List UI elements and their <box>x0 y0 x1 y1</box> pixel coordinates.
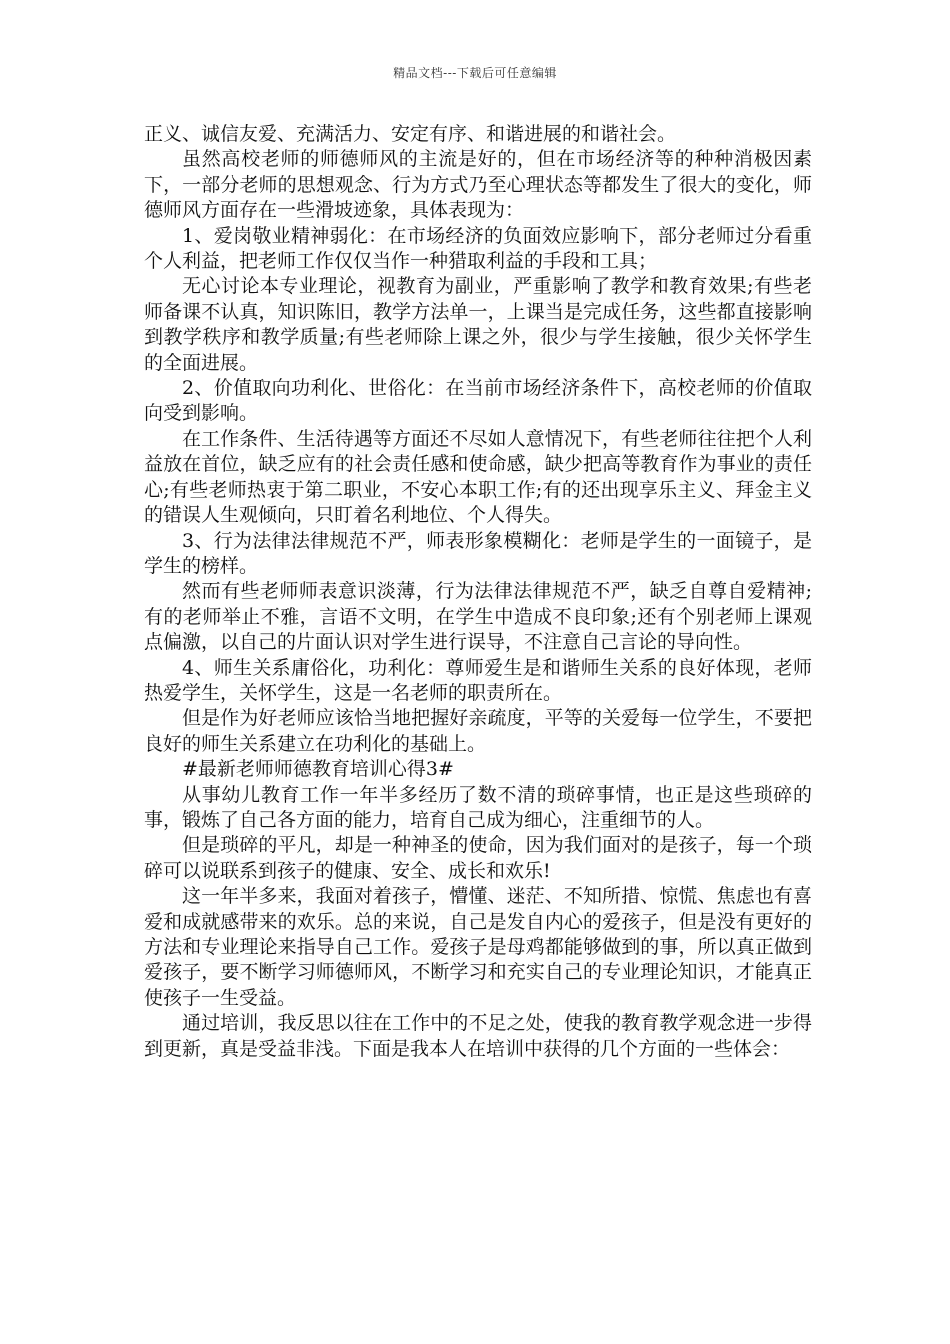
paragraph: 虽然高校老师的师德师风的主流是好的，但在市场经济等的种种消极因素下，一部分老师的思想观念、行为方式乃至心理状态等都发生了很大的变化，师德师风方面存在一些滑坡迹象，具体表现为： <box>144 148 812 222</box>
paragraph: 在工作条件、生活待遇等方面还不尽如人意情况下，有些老师往往把个人利益放在首位，缺乏应有的社会责任感和使命感，缺少把高等教育作为事业的责任心;有些老师热衷于第二职业，不安心本职工作;有的还出现享乐主义、拜金主义的错误人生观倾向，只盯着名利地位、个人得失。 <box>144 427 812 527</box>
paragraph: 4、师生关系庸俗化，功利化：尊师爱生是和谐师生关系的良好体现，老师热爱学生，关怀学生，这是一名老师的职责所在。 <box>144 656 812 704</box>
paragraph: 无心讨论本专业理论，视教育为副业，严重影响了教学和教育效果;有些老师备课不认真，知识陈旧，教学方法单一，上课当是完成任务，这些都直接影响到教学秩序和教学质量;有些老师除上课之外，很少与学生接触，很少关怀学生的全面进展。 <box>144 275 812 374</box>
page-header: 精品文档---下载后可任意编辑 <box>393 66 557 80</box>
paragraph: 但是作为好老师应该恰当地把握好亲疏度，平等的关爱每一位学生，不要把良好的师生关系建立在功利化的基础上。 <box>144 707 812 755</box>
paragraph: 然而有些老师师表意识淡薄，行为法律法律规范不严，缺乏自尊自爱精神;有的老师举止不雅，言语不文明，在学生中造成不良印象;还有个别老师上课观点偏激，以自己的片面认识对学生进行误导，不注意自己言论的导向性。 <box>144 580 812 654</box>
paragraph: 从事幼儿教育工作一年半多经历了数不清的琐碎事情，也正是这些琐碎的事，锻炼了自己各方面的能力，培育自己成为细心，注重细节的人。 <box>144 783 812 831</box>
document-body <box>144 122 812 1062</box>
paragraph: 正义、诚信友爱、充满活力、安定有序、和谐进展的和谐社会。 <box>144 123 677 145</box>
paragraph: 但是琐碎的平凡，却是一种神圣的使命，因为我们面对的是孩子，每一个琐碎可以说联系到孩子的健康、安全、成长和欢乐! <box>144 834 812 882</box>
paragraph: 这一年半多来，我面对着孩子，懵懂、迷茫、不知所措、惊慌、焦虑也有喜爱和成就感带来的欢乐。总的来说，自己是发自内心的爱孩子，但是没有更好的方法和专业理论来指导自己工作。爱孩子是母鸡都能够做到的事，所以真正做到爱孩子，要不断学习师德师风，不断学习和充实自己的专业理论知识，才能真正使孩子一生受益。 <box>144 885 812 1009</box>
paragraph: 2、价值取向功利化、世俗化：在当前市场经济条件下，高校老师的价值取向受到影响。 <box>144 377 812 425</box>
paragraph: 3、行为法律法律规范不严，师表形象模糊化：老师是学生的一面镜子，是学生的榜样。 <box>144 529 812 577</box>
paragraph: 1、爱岗敬业精神弱化：在市场经济的负面效应影响下，部分老师过分看重个人利益，把老师工作仅仅当作一种猎取利益的手段和工具； <box>144 224 812 273</box>
paragraph: 通过培训，我反思以往在工作中的不足之处，使我的教育教学观念进一步得到更新，真是受益非浅。下面是我本人在培训中获得的几个方面的一些体会： <box>144 1012 812 1060</box>
section-heading: #最新老师师德教育培训心得3# <box>182 758 454 781</box>
